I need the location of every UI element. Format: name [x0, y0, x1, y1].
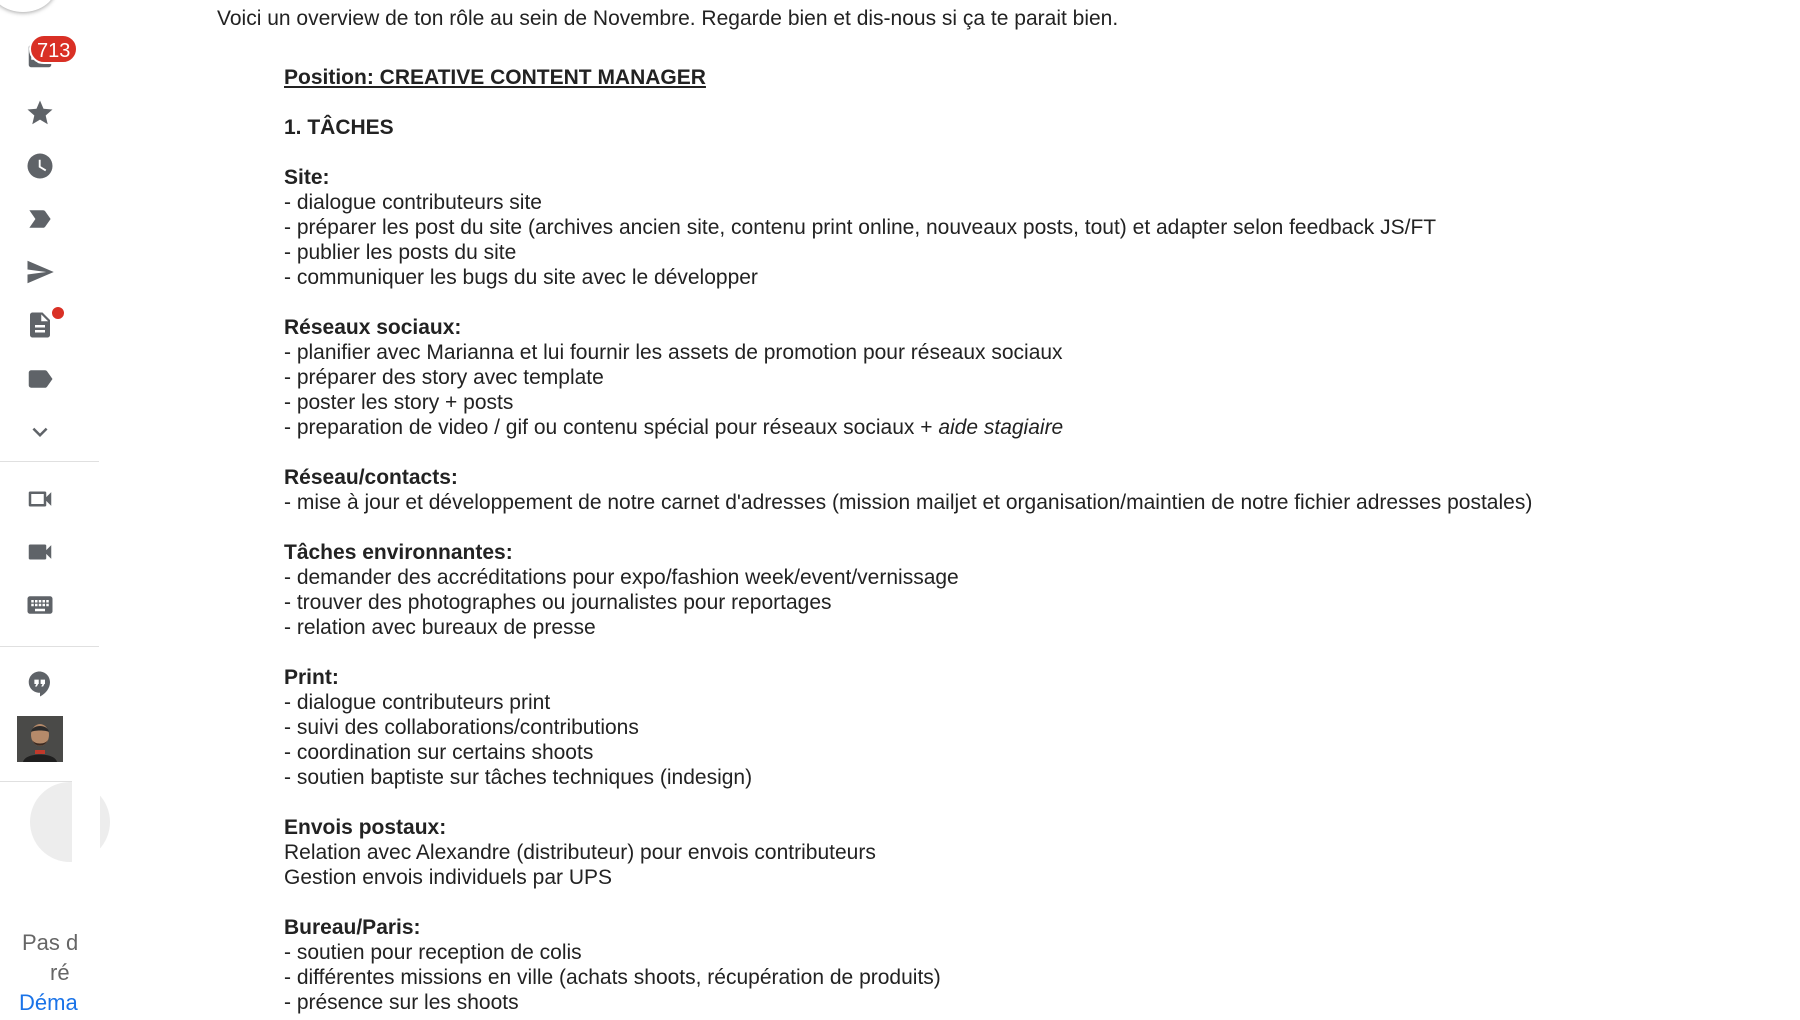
hangouts-icon	[25, 669, 55, 699]
clock-icon	[25, 151, 55, 181]
list-item: - communiquer les bugs du site avec le développer	[284, 266, 758, 289]
list-item: Relation avec Alexandre (distributeur) pour envois contributeurs	[284, 841, 876, 864]
sent-button[interactable]	[22, 254, 58, 290]
list-item-text: - preparation de video / gif ou contenu spécial pour réseaux sociaux +	[284, 416, 939, 439]
keyboard-icon	[25, 590, 55, 620]
rail-divider	[0, 461, 99, 462]
role-document	[284, 65, 1744, 1015]
important-button[interactable]	[22, 201, 58, 237]
drafts-notification-dot	[50, 305, 66, 321]
section-title-shipping: Envois postaux:	[284, 816, 447, 839]
unread-count-badge: 713	[29, 34, 78, 64]
rail-divider	[0, 646, 99, 647]
user-photo-icon	[17, 716, 63, 762]
meet-new-icon	[25, 484, 55, 514]
starred-button[interactable]	[22, 95, 58, 131]
italic-note: aide stagiaire	[938, 416, 1064, 439]
more-button[interactable]	[22, 414, 58, 450]
snoozed-button[interactable]	[22, 148, 58, 184]
section-title-surrounding-tasks: Tâches environnantes:	[284, 541, 513, 564]
left-rail	[0, 0, 100, 1020]
chevron-down-icon	[25, 417, 55, 447]
label-icon	[25, 364, 55, 394]
list-item: - relation avec bureaux de presse	[284, 616, 596, 639]
list-item: Gestion envois individuels par UPS	[284, 866, 613, 889]
keyboard-button[interactable]	[22, 587, 58, 623]
important-icon	[25, 204, 55, 234]
list-item: - différentes missions en ville (achats shoots, récupération de produits)	[284, 966, 941, 989]
tasks-heading: 1. TÂCHES	[284, 116, 394, 139]
section-title-print: Print:	[284, 666, 339, 689]
new-meeting-button[interactable]	[22, 481, 58, 517]
label-button[interactable]	[22, 361, 58, 397]
list-item: - soutien pour reception de colis	[284, 941, 582, 964]
compose-button[interactable]	[0, 0, 56, 12]
position-title: Position: CREATIVE CONTENT MANAGER	[284, 66, 706, 89]
section-title-social: Réseaux sociaux:	[284, 316, 462, 339]
section-title-contacts: Réseau/contacts:	[284, 466, 458, 489]
list-item	[284, 415, 1744, 440]
hangouts-text-line: Pas d	[22, 930, 79, 955]
email-intro: Voici un overview de ton rôle au sein de Novembre. Regarde bien et dis-nous si ça te parait bien.	[217, 7, 1119, 30]
list-item: - demander des accréditations pour expo/fashion week/event/vernissage	[284, 566, 959, 589]
list-item: - soutien baptiste sur tâches techniques (indesign)	[284, 766, 753, 789]
sent-icon	[25, 257, 55, 287]
section-title-site: Site:	[284, 166, 330, 189]
avatar[interactable]	[17, 716, 63, 762]
list-item: - présence sur les shoots	[284, 991, 519, 1014]
list-item: - suivi des collaborations/contributions	[284, 716, 639, 739]
hangouts-empty-text	[0, 928, 79, 1018]
list-item: - dialogue contributeurs print	[284, 691, 551, 714]
star-icon	[25, 98, 55, 128]
list-item: - dialogue contributeurs site	[284, 191, 542, 214]
list-item: - publier les posts du site	[284, 241, 517, 264]
list-item: - mise à jour et développement de notre carnet d'adresses (mission mailjet et organisation/maintien de notre fichier adresses postales)	[284, 491, 1533, 514]
join-meeting-button[interactable]	[22, 534, 58, 570]
start-conversation-link[interactable]: Déma	[19, 990, 78, 1015]
hangouts-text-line: ré	[50, 960, 70, 985]
list-item: - préparer les post du site (archives ancien site, contenu print online, nouveaux posts, tout) et adapter selon feedback JS/FT	[284, 216, 1437, 239]
section-title-office: Bureau/Paris:	[284, 916, 421, 939]
list-item: - planifier avec Marianna et lui fournir les assets de promotion pour réseaux sociaux	[284, 341, 1063, 364]
rail-edge	[72, 770, 100, 1020]
hangouts-button[interactable]	[22, 666, 58, 702]
video-icon	[25, 537, 55, 567]
list-item: - trouver des photographes ou journalistes pour reportages	[284, 591, 832, 614]
list-item: - poster les story + posts	[284, 391, 514, 414]
list-item: - préparer des story avec template	[284, 366, 604, 389]
list-item: - coordination sur certains shoots	[284, 741, 594, 764]
